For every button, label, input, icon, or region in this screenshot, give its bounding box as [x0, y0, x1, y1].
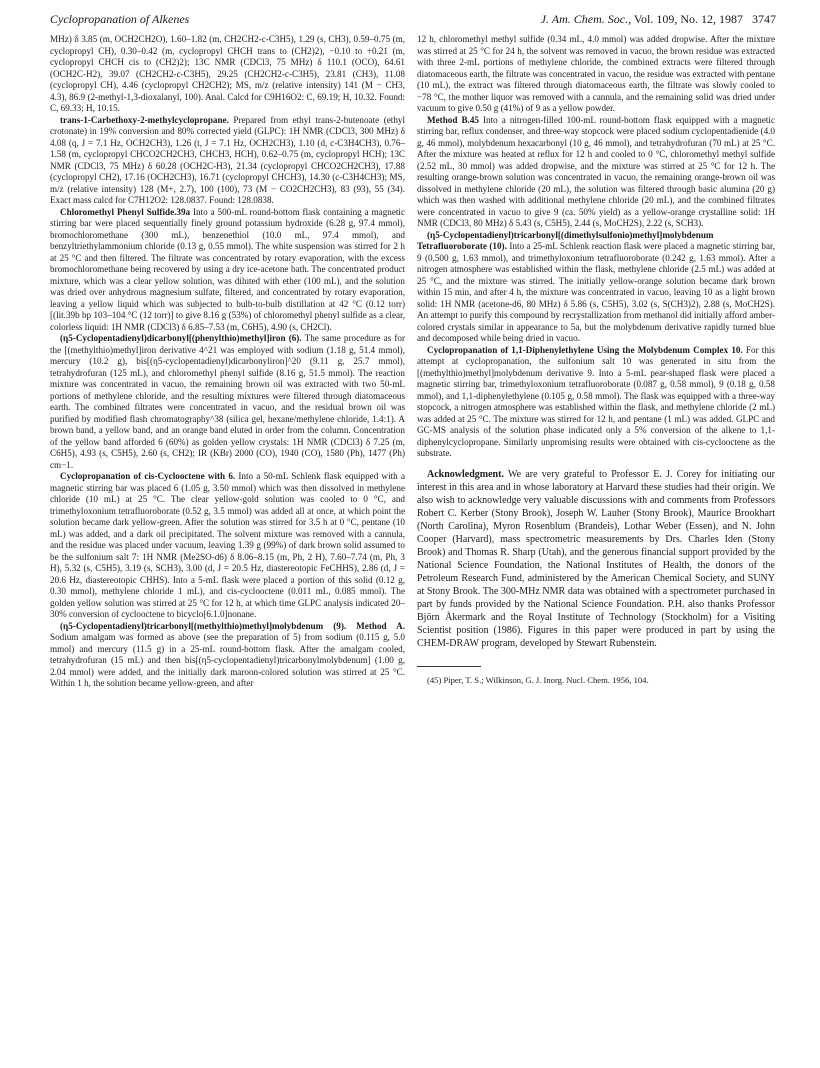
paragraph: (η5-Cyclopentadienyl)tricarbonyl[(dimethylsulfonio)methyl]molybdenum Tetrafluoroborate (10). Into a 25-mL Schlenk reaction flask were placed a magnetic stirring bar, 9 (0.500 g, 1.63 mmol), and trimethyloxonium tetrafluoroborate (0.242 g, 1.63 mmol). After a nitrogen atmosphere was established within the flask, methylene chloride (2.5 mL) was added at 25 °C, and the mixture was stirred. The initially yellow-orange solution became dark brown within 15 min, and after 4 h, the mixture was concentrated in vacuo, leaving 10 as a light brown solid: 1H NMR (acetone-d6, 80 MHz) δ 5.86 (s, C5H5), 3.02 (s, S(CH3)2), 2.88 (s, MoCH2S). An attempt to purify this compound by recrystallization from methanol did initially afford amber-colored crystals similar in appearance to 5a, but the molybdenum derivative rapidly turned blue and decomposed while being dried in vacuo. [417, 229, 775, 343]
paragraph: (η5-Cyclopentadienyl)dicarbonyl[(phenylthio)methyl]iron (6). The same procedure as for the [(methylthio)methyl]iron derivative 4^21 was employed with sodium (1.18 g, 51.4 mmol), mercury (10.2 g), bis[(η5-cyclopentadienyl)dicarbonyliron]^20 (9.11 g, 25.7 mmol), tetrahydrofuran (125 mL), and chloromethyl phenyl sulfide (8.16 g, 51.5 mmol). The reaction mixture was concentrated in vacuo, the remaining brown oil was extracted with two 50-mL portions of methylene chloride, and the resulting mixtures were filtered through diatomaceous earth. The combined filtrates were concentrated in vacuo, and the residual brown oil was purified by modified flash chromatography^38 (silica gel, hexane/methylene chloride, 1.4:1). A brown band, a yellow band, and an orange band eluted in order from the column. Concentration of the yellow band afforded 6 (60%) as golden yellow crystals: 1H NMR (CDCl3) δ 7.25 (m, C6H5), 4.93 (s, C5H5), 2.60 (s, CH2); IR (KBr) 2000 (CO), 1940 (CO), 1580 (Ph), 1477 (Ph) cm−1. [50, 333, 405, 470]
paragraph-lead: Cyclopropanation of cis-Cyclooctene with 6. [60, 471, 236, 481]
paragraph: trans-1-Carbethoxy-2-methylcyclopropane. Prepared from ethyl trans-2-butenoate (ethyl crotonate) in 19% conversion and 80% corrected yield (GLPC): 1H NMR (CDCl3, 300 MHz) δ 4.08 (q, J = 7.1 Hz, OCH2CH3), 1.26 (t, J = 7.1 Hz, OCH2CH3), 1.10 (d, c-C3H4CH3), 0.76–1.58 (m, cyclopropyl CHCO2CH2CH3, CHCH3, HCH), 0.62–0.75 (m, cyclopropyl HCH); 13C NMR (CDCl3, 75 MHz) δ 60.28 (OCH2C-H3), 21.34 (cyclopropyl CHCO2CH2CH3), 17.88 (cyclopropyl CH2), 17.16 (OCH2CH3), 16.71 (cyclopropyl CHCH3), 14.30 (c-C3H4CH3); MS, m/z (relative intensity) 128 (M+, 2.7), 100 (100), 73 (M − CO2CH2CH3), 83 (93), 55 (34). Exact mass calcd for C7H12O2: 128.0837. Found: 128.0838. [50, 114, 405, 205]
paragraph: Cyclopropanation of cis-Cyclooctene with 6. Into a 50-mL Schlenk flask equipped with a magnetic stirring bar was placed 6 (1.05 g, 3.50 mmol) which was then dissolved in methylene chloride (10 mL) at 25 °C. The clear yellow-gold solution was cooled to 0 °C, and trimethyloxonium tetrafluoroborate (0.52 g, 3.5 mmol) was added all at once, at which point the solution became dark yellow-green. After the solution was stirred for 3.5 h at 0 °C, pentane (10 mL) was added, and a dark oil precipitated. The solvent mixture was removed with a cannula, and the residue was placed under vacuum, leaving 1.39 g (99%) of dark brown solid assumed to be the sulfonium salt 7: 1H NMR (Me2SO-d6) δ 8.06–8.15 (m, Ph, 2 H), 7.60–7.74 (m, Ph, 3 H), 5.32 (s, C5H5), 3.19 (s, SCH3), 3.00 (d, J = 20.5 Hz, diastereotopic FeCHHS), 2.86 (d, J = 20.6 Hz, diastereotopic CHHS). Into a 5-mL flask were placed a portion of this solid (0.12 g, 0.30 mmol), methylene chloride 1 mL), and cis-cyclooctene (0.011 mL, 0.085 mmol). The golden yellow solution was stirred at 25 °C for 12 h, at which time GLPC analysis indicated 20–30% conversion of cyclooctene to bicyclo[6.1.0]nonane. [50, 471, 406, 619]
paragraph-lead: Chloromethyl Phenyl Sulfide.39a [60, 206, 191, 217]
paragraph: MHz) δ 3.85 (m, OCH2CH2O), 1.60–1.82 (m, CH2CH2-c-C3H5), 1.29 (s, CH3), 0.59–0.75 (m, cyclopropyl CH), 0.30–0.42 (m, cyclopropyl CHCH trans to (CH2)2), −0.10 to +0.21 (m, cyclopropyl CHCH cis to (CH2)2); 13C NMR (CDCl3, 75 MHz) δ 110.1 (OCO), 64.61 (OCH2C-H2), 39.07 (CH2CH2-c-C3H5), 29.25 (CH2CH2-c-C3H5), 23.81 (CH3), 11.08 (cyclopropyl CH), 4.46 (cyclopropyl CH2CH2); MS, m/z (relative intensity) 141 (M − CH3, 4.3), 86.9 (2-methyl-1,3-dioxalanyl, 100). Anal. Calcd for C9H16O2: C, 69.19; H, 10.32. Found: C, 69.33; H, 10.15. [50, 34, 405, 113]
running-title: Cyclopropanation of Alkenes [50, 12, 190, 26]
paragraph-lead: (η5-Cyclopentadienyl)tricarbonyl[(dimethylsulfonio)methyl]molybdenum Tetrafluoroborate (10). [417, 229, 714, 251]
page-number: 3747 [752, 12, 776, 26]
running-header [50, 12, 776, 28]
left-column [50, 34, 405, 690]
acknowledgment-lead: Acknowledgment. [427, 468, 504, 480]
journal-name: J. Am. Chem. Soc., [540, 12, 632, 26]
journal-citation [541, 12, 776, 27]
right-column [417, 34, 775, 686]
paragraph-lead: Method B.45 [427, 114, 479, 125]
footnote: (45) Piper, T. S.; Wilkinson, G. J. Inorg. Nucl. Chem. 1956, 104. [427, 674, 649, 685]
footnote-divider [417, 666, 481, 667]
paragraph-lead: (η5-Cyclopentadienyl)dicarbonyl[(phenylthio)methyl]iron (6). [60, 333, 302, 343]
paragraph: 12 h, chloromethyl methyl sulfide (0.34 mL, 4.0 mmol) was added dropwise. After the mixture was stirred at 25 °C for 24 h, the solvent was removed in vacuo, the brown residue was extracted with three 2-mL portions of methylene chloride, the combined extracts were filtered through diatomaceous earth, the filtrate was concentrated in vacuo, the residue was extracted with pentane (10 mL), the extract was filtered through diatomaceous earth, the filtrate was slowly cooled to −78 °C, the mother liquor was removed with a cannula, and the remaining solid was dried under vacuum to give 0.50 g (41%) of 9 as a yellow powder. [417, 34, 775, 113]
paragraph: (η5-Cyclopentadienyl)tricarbonyl[(methylthio)methyl]molybdenum (9). Method A. Sodium amalgam was formed as above (see the preparation of 5) from sodium (0.115 g, 5.0 mmol) and mercury (11.5 g) in a 25-mL round-bottom flask. After the amalgam cooled, tetrahydrofuran (15 mL) and then bis[(η5-cyclopentadienyl)tricarbonylmolybdenum] (1.00 g, 2.04 mmol) were added, and the initially dark maroon-colored solution was stirred at 25 °C. Within 1 h, the solution became yellow-green, and after [50, 620, 405, 688]
paragraph: Chloromethyl Phenyl Sulfide.39a Into a 500-mL round-bottom flask containing a magnetic stirring bar were placed sequentially finely ground potassium hydroxide (6.28 g, 97.4 mmol), bromochloromethane (300 mL), benzenethiol (10.0 mL, 97.4 mmol), and benzyltriethylammonium chloride (0.13 g, 0.55 mmol). The white suspension was stirred for 2 h at 25 °C and then filtered. The filtrate was concentrated by rotary evaporation, with the excess bromochloromethane being recovered by using a dry ice-acetone bath. The concentrated product mixture, which was a clear yellow solution, was diluted with ether (100 mL), and the solution was dried over anhydrous magnesium sulfate, filtered, and concentrated by rotary evaporation, leaving a yellow liquid which was subjected to bulb-to-bulb distillation at 42 °C (0.12 torr) [(lit.39b bp 103–104 °C (12 torr)] to give 8.16 g (53%) of chloromethyl phenyl sulfide as a clear, colorless liquid: 1H NMR (CDCl3) δ 6.85–7.53 (m, C6H5), 4.90 (s, CH2Cl). [50, 206, 405, 332]
paragraph-lead: (η5-Cyclopentadienyl)tricarbonyl[(methylthio)methyl]molybdenum (9). Method A. [60, 620, 405, 631]
acknowledgment: Acknowledgment. We are very grateful to Professor E. J. Corey for initiating our interest in this area and in whose laboratory at Harvard these studies had their origin. We also wish to acknowledge very valuable discussions with and comments from Professors Robert C. Kerber (Stony Brook), Joseph W. Lauher (Stony Brook), Maurice Brookhart (North Carolina), Myron Rosenblum (Brandeis), Lothar Weber (Essen), and N. John Cooper (Harvard), mass spectrometric measurements by Drs. Charles Iden (Stony Brook) and Thomas R. Sharp (Utah), and the generous financial support provided by the National Science Foundation, the National Institutes of Health, the donors of the Petroleum Research Fund, administered by the American Chemical Society, and SUNY at Stony Brook. The 300-MHz NMR data was obtained with a spectrometer purchased in part by funds provided by the National Science Foundation. P.H. also thanks Professor Björn Åkermark and the Royal Institute of Technology (Stockholm) for a Visiting Scientist position (1986). Figures in this paper were produced in part by using the CHEM-DRAW program, developed by Stewart Rubenstein. [417, 468, 775, 649]
paragraph-lead: trans-1-Carbethoxy-2-methylcyclopropane. [60, 114, 229, 125]
paragraph: Cyclopropanation of 1,1-Diphenylethylene Using the Molybdenum Complex 10. For this attempt at cyclopropanation, the sulfonium salt 10 was generated in situ from the [(methylthio)methyl]molybdenum derivative 9. Into a 5-mL pear-shaped flask were placed a magnetic stirring bar, trimethyloxonium tetrafluoroborate (0.087 g, 0.58 mmol), 9 (0.18 g, 0.58 mmol), and 1,1-diphenylethylene (0.105 g, 0.58 mmol). The flask was equipped with a three-way stopcock, a nitrogen atmosphere was established within the flask, and methylene chloride (2 mL) was added at 25 °C. The mixture was stirred for 12 h, and pentane (1 mL) was added. GLPC and GC-MS analysis of the solution phase indicated only a 5% conversion of the alkene to 1,1-diphenylcyclopropane. Similarly unpromising results were obtained with cis-cyclooctene as the substrate. [417, 344, 775, 458]
paragraph-lead: Cyclopropanation of 1,1-Diphenylethylene Using the Molybdenum Complex 10. [427, 344, 743, 355]
acknowledgment-section [417, 468, 775, 650]
volume-info: Vol. 109, No. 12, 1987 [633, 12, 743, 26]
paragraph: Method B.45 Into a nitrogen-filled 100-mL round-bottom flask equipped with a magnetic stirring bar, reflux condenser, and three-way stopcock were placed sodium cyclopentadienide (4.0 g, 46 mmol), molybdenum hexacarbonyl (10 g, 46 mmol), and tetrahydrofuran (70 mL) at 25 °C. After the mixture was heated at reflux for 12 h and cooled to 0 °C, chloromethyl methyl sulfide (2.52 mL, 30 mmol) was added dropwise, and the mixture was stirred at 25 °C for 12 h. The resulting orange-brown solution was concentrated in vacuo, the remaining orange-brown oil was dissolved in methylene chloride (20 mL), the solution was filtered through basic alumina (20 g) which was then washed with additional methylene chloride (20 mL), and the combined filtrates were concentrated in vacuo to give 9 (ca. 50% yield) as a yellow-orange crystalline solid: 1H NMR (CDCl3, 80 MHz) δ 5.43 (s, C5H5), 2.44 (s, MoCH2S), 2.22 (s, SCH3). [417, 114, 775, 228]
